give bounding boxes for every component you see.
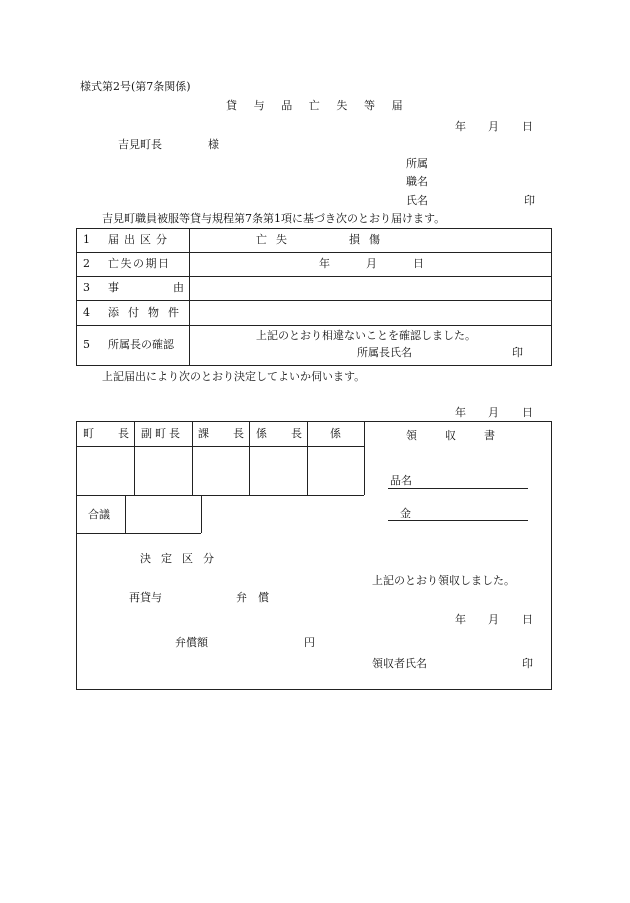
row-label: 添付物件 [108, 306, 188, 319]
decision-category-title: 決定区分 [140, 552, 224, 565]
council-line [201, 495, 202, 533]
council-line [125, 495, 126, 533]
supervisor-seal: 印 [512, 346, 523, 359]
recipient-seal: 印 [522, 657, 533, 670]
header-date-day: 日 [522, 120, 533, 133]
receipt-date-year: 年 [455, 613, 466, 626]
approval-header-mayor: 町長 [83, 427, 153, 440]
statement: 吉見町職員被服等貸与規程第7条第1項に基づき次のとおり届けます。 [102, 212, 446, 225]
decision-date-year: 年 [455, 406, 466, 419]
approval-grid-line [364, 421, 365, 495]
receipt-item-label: 品名 [390, 474, 412, 487]
table-row-divider [76, 325, 552, 326]
approval-header-section-chief: 課長 [198, 427, 268, 440]
decision-request: 上記届出により次のとおり決定してよいか伺います。 [102, 370, 366, 383]
loss-date-day: 日 [413, 257, 424, 270]
approval-header-unit-chief: 係長 [256, 427, 326, 440]
table-row-divider [76, 300, 552, 301]
option-damage: 損傷 [349, 233, 389, 246]
applicant-seal: 印 [524, 194, 535, 207]
option-compensation: 弁償 [236, 591, 280, 604]
approval-header-deputy-mayor: 副町長 [141, 427, 183, 440]
row-label: 事由 [108, 281, 238, 294]
table-row-divider [76, 252, 552, 253]
row-number: 5 [83, 338, 90, 351]
compensation-amount-label: 弁償額 [175, 636, 208, 649]
confirmation-text: 上記のとおり相違ないことを確認しました。 [256, 329, 476, 342]
receipt-statement: 上記のとおり領収しました。 [372, 574, 515, 587]
row-label: 届出区分 [108, 233, 172, 246]
approval-header-staff: 係 [330, 427, 341, 440]
row-number: 1 [83, 233, 90, 246]
approval-grid-line [192, 421, 193, 495]
approval-grid-line [76, 495, 364, 496]
row-number: 3 [83, 281, 90, 294]
loss-date-month: 月 [366, 257, 377, 270]
receipt-date-month: 月 [488, 613, 499, 626]
honorific: 様 [208, 138, 219, 151]
approval-grid-line [76, 446, 364, 447]
receipt-date-day: 日 [522, 613, 533, 626]
supervisor-name-label: 所属長氏名 [357, 346, 412, 359]
name-label: 氏名 [406, 194, 428, 207]
header-date-year: 年 [455, 120, 466, 133]
header-date-month: 月 [488, 120, 499, 133]
addressee: 吉見町長 [118, 138, 162, 151]
row-label: 亡失の期日 [108, 257, 171, 270]
row-number: 4 [83, 306, 90, 319]
loss-date-year: 年 [319, 257, 330, 270]
decision-date-day: 日 [522, 406, 533, 419]
receipt-title: 領収書 [406, 429, 523, 442]
row-label: 所属長の確認 [108, 338, 174, 351]
row-number: 2 [83, 257, 90, 270]
position-label: 職名 [406, 175, 428, 188]
council-label: 合議 [88, 508, 110, 521]
receipt-amount-underline [388, 520, 528, 521]
option-loss: 亡失 [256, 233, 296, 246]
decision-date-month: 月 [488, 406, 499, 419]
form-title: 貸与品亡失等届 [226, 99, 420, 112]
form-number: 様式第2号(第7条関係) [80, 80, 191, 93]
yen-unit: 円 [304, 636, 315, 649]
receipt-amount-label: 金 [400, 507, 411, 520]
council-line [76, 533, 201, 534]
table-row-divider [76, 276, 552, 277]
receipt-item-underline [388, 488, 528, 489]
option-reissue: 再貸与 [129, 591, 162, 604]
recipient-name-label: 領収者氏名 [372, 657, 427, 670]
table-column-divider [189, 228, 190, 366]
affiliation-label: 所属 [406, 157, 428, 170]
